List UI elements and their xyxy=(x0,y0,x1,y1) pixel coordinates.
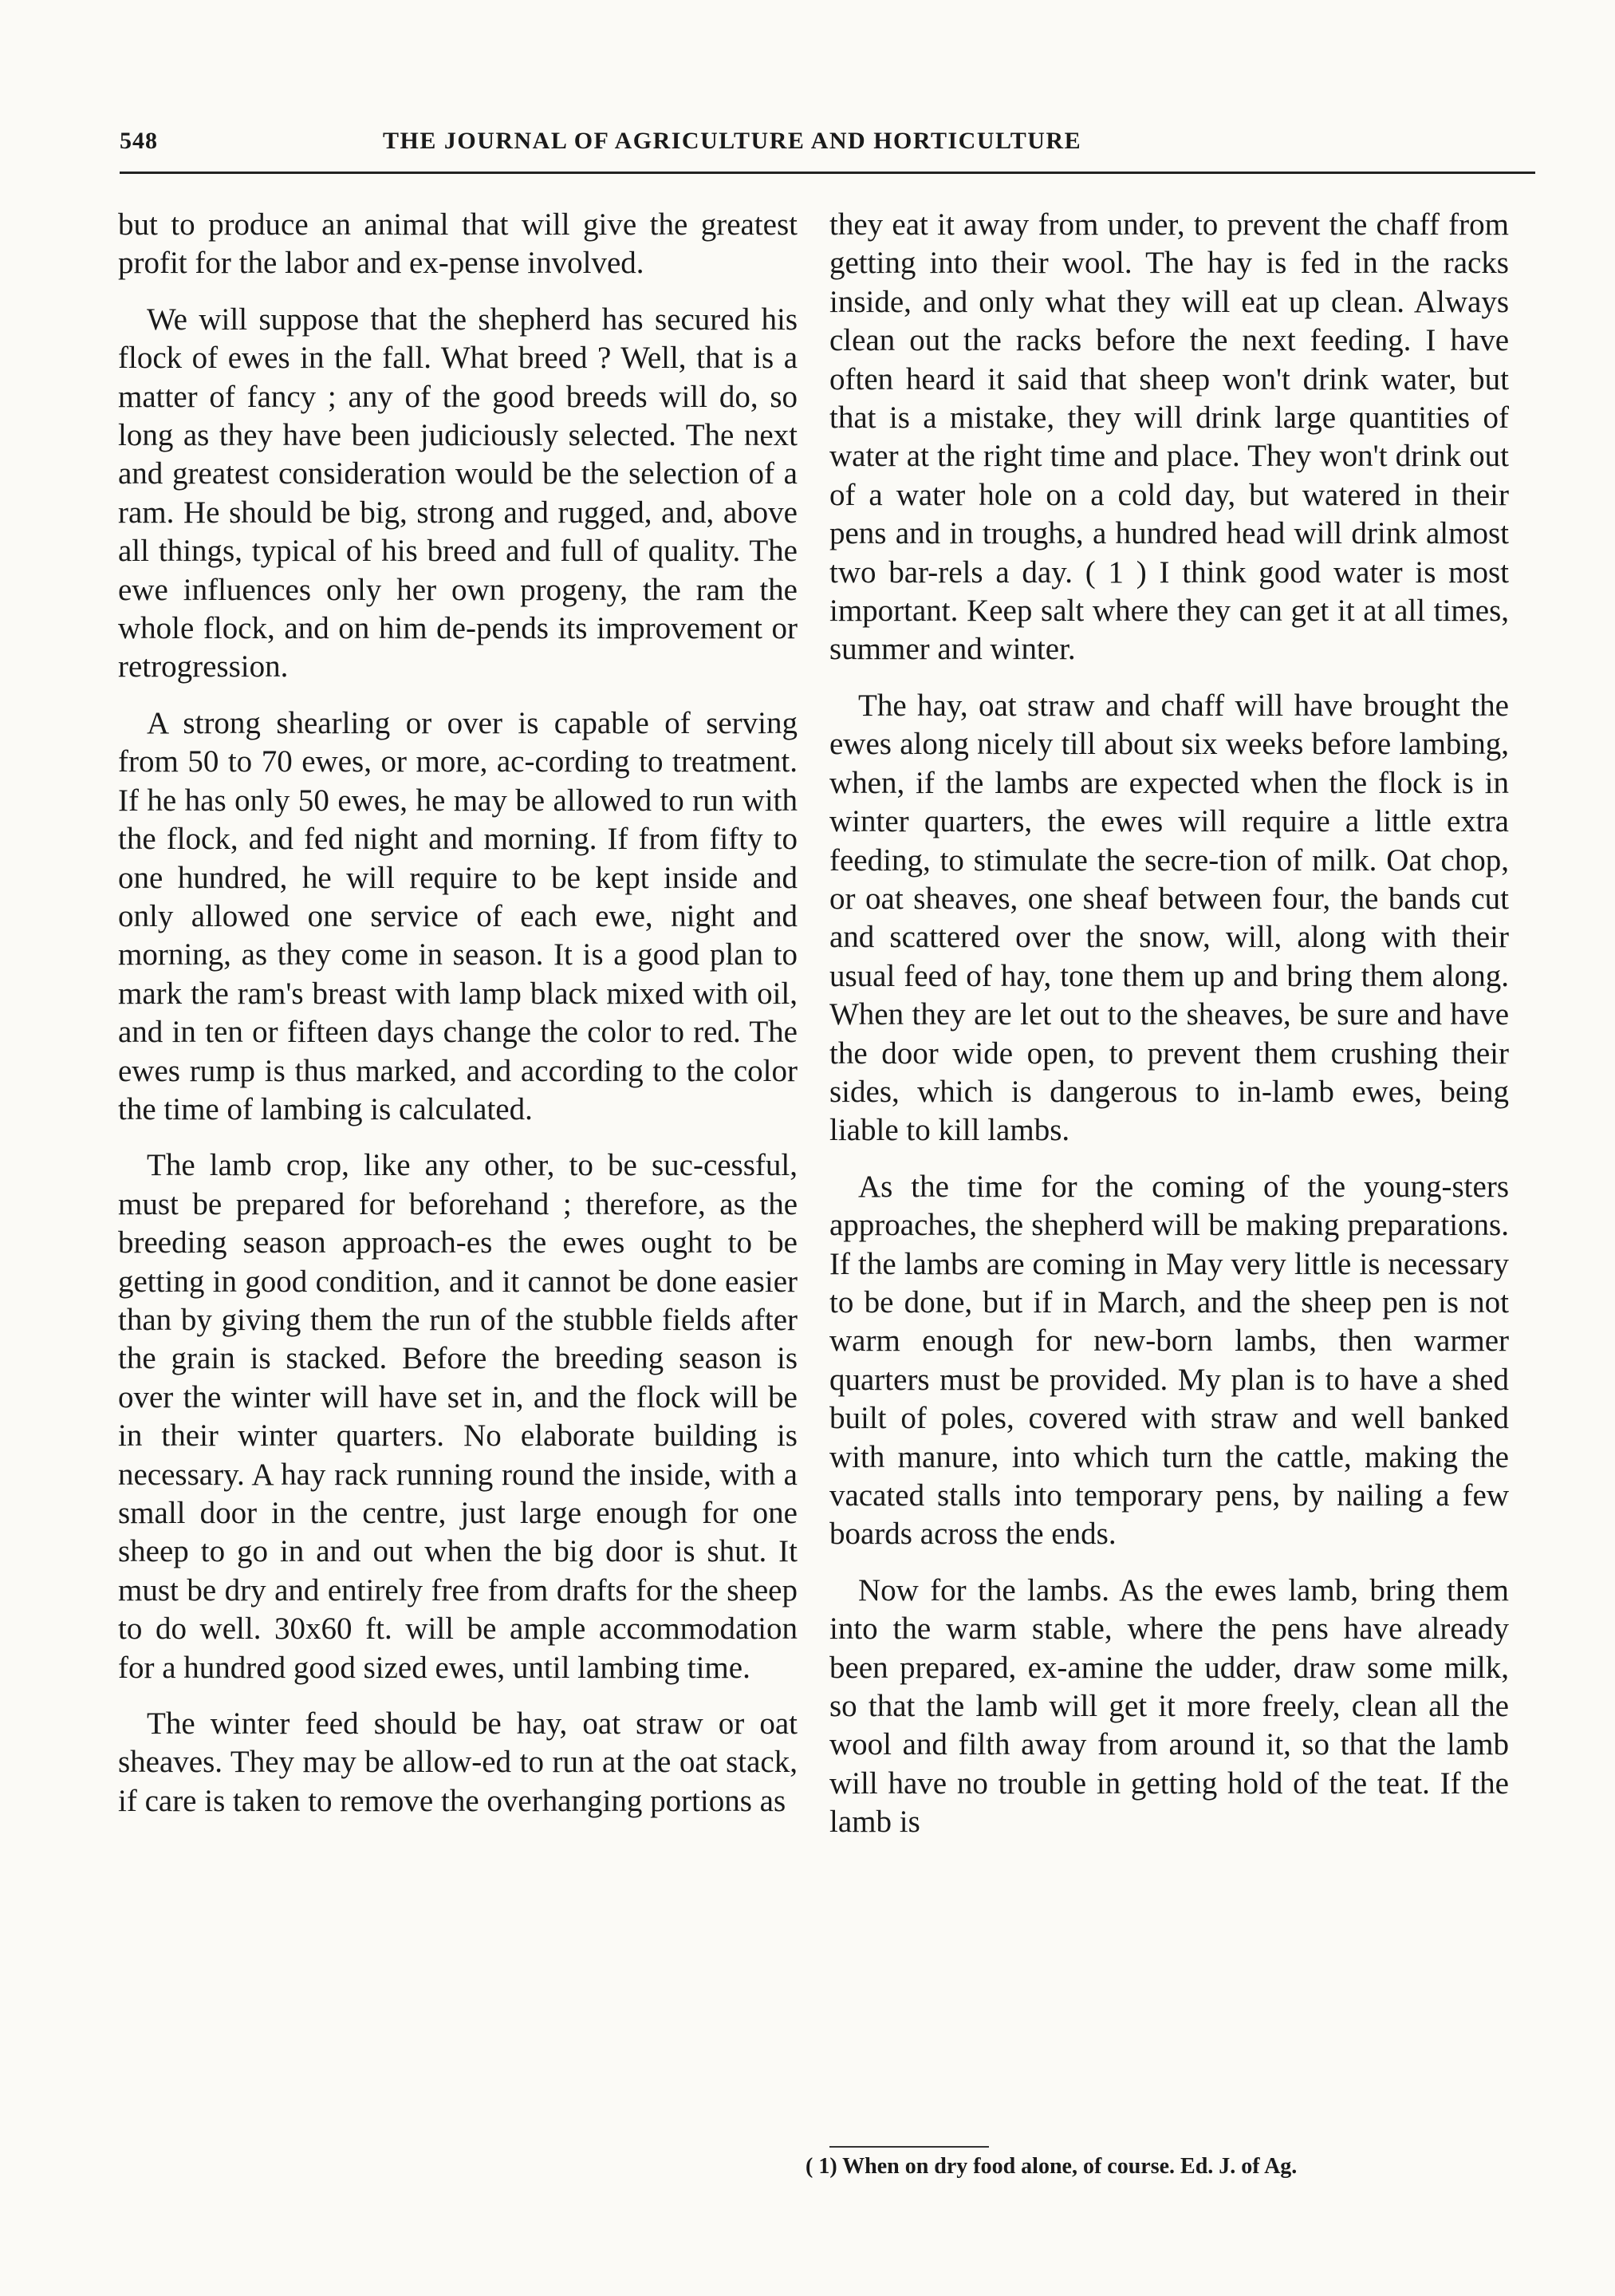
paragraph: The hay, oat straw and chaff will have brought the ewes along nicely till about six weeks before lambing, when, if the lambs are expected when the flock is in winter quarters, the ewes will require a little extra feeding, to stimulate the secre-tion of milk. Oat chop, or oat sheaves, one sheaf between four, the bands cut and scattered over the snow, will, along with their usual feed of hay, tone them up and bring them along. When they are let out to the sheaves, be sure and have the door wide open, to prevent them crushing their sides, which is dangerous to in-lamb ewes, being liable to kill lambs. xyxy=(829,688,1509,1148)
header-rule xyxy=(120,172,1535,174)
page-number: 548 xyxy=(120,128,158,154)
paragraph: As the time for the coming of the young-sters approaches, the shepherd will be making preparations. If the lambs are coming in May very little is necessary to be done, but if in March, and the sheep pen is not warm enough for new-born lambs, then warmer quarters must be provided. My plan is to have a shed built of poles, covered with straw and well banked with manure, into which turn the cattle, making the vacated stalls into temporary pens, by nailing a few boards across the ends. xyxy=(829,1169,1509,1552)
paragraph: they eat it away from under, to prevent the chaff from getting into their wool. The hay is fed in the racks inside, and only what they will eat up clean. Always clean out the racks before the next feeding. I have often heard it said that sheep won't drink water, but that is a mistake, they will drink large quantities of water at the right time and place. They won't drink out of a water hole on a cold day, but watered in their pens and in troughs, a hundred head will drink almost two bar-rels a day. ( 1 ) I think good water is most important. Keep salt where they can get it at all times, summer and winter. xyxy=(829,207,1509,667)
footnote-rule xyxy=(829,2146,989,2148)
journal-title: THE JOURNAL OF AGRICULTURE AND HORTICULTURE xyxy=(383,128,1082,154)
page-header xyxy=(120,128,1535,169)
paragraph: We will suppose that the shepherd has secured his flock of ewes in the fall. What breed ? Well, that is a matter of fancy ; any of the good breeds will do, so long as they have been judiciously selected. The next and greatest consideration would be the selection of a ram. He should be big, strong and rugged, and, above all things, typical of his breed and full of quality. The ewe influences only her own progeny, the ram the whole flock, and on him de-pends its improvement or retrogression. xyxy=(118,302,798,684)
paragraph: A strong shearling or over is capable of serving from 50 to 70 ewes, or more, ac-cording to treatment. If he has only 50 ewes, he may be allowed to run with the flock, and fed night and morning. If from fifty to one hundred, he will require to be kept inside and only allowed one service of each ewe, night and morning, as they come in season. It is a good plan to mark the ram's breast with lamp black mixed with oil, and in ten or fifteen days change the color to red. The ewes rump is thus marked, and according to the color the time of lambing is calculated. xyxy=(118,705,798,1126)
paragraph: The winter feed should be hay, oat straw or oat sheaves. They may be allow-ed to run at the oat stack, if care is taken to remove the overhanging portions as xyxy=(118,1706,798,1818)
paragraph: Now for the lambs. As the ewes lamb, bring them into the warm stable, where the pens have already been prepared, ex-amine the udder, draw some milk, so that the lamb will get it more freely, clean all the wool and filth away from around it, so that the lamb will have no trouble in getting hold of the teat. If the lamb is xyxy=(829,1572,1509,1840)
footnote: ( 1) When on dry food alone, of course. Ed. J. of Ag. xyxy=(806,2154,1298,2179)
paragraph: but to produce an animal that will give the greatest profit for the labor and ex-pense involved. xyxy=(118,207,798,281)
paragraph: The lamb crop, like any other, to be suc-cessful, must be prepared for beforehand ; therefore, as the breeding season approach-es the ewes ought to be getting in good condition, and it cannot be done easier than by giving them the run of the stubble fields after the grain is stacked. Before the breeding season is over the winter will have set in, and the flock will be in their winter quarters. No elaborate building is necessary. A hay rack running round the inside, with a small door in the centre, just large enough for one sheep to go in and out when the big door is shut. It must be dry and entirely free from drafts for the sheep to do well. 30x60 ft. will be ample accommodation for a hundred good sized ewes, until lambing time. xyxy=(118,1148,798,1685)
right-column xyxy=(829,206,1509,1860)
left-column xyxy=(118,206,798,1838)
